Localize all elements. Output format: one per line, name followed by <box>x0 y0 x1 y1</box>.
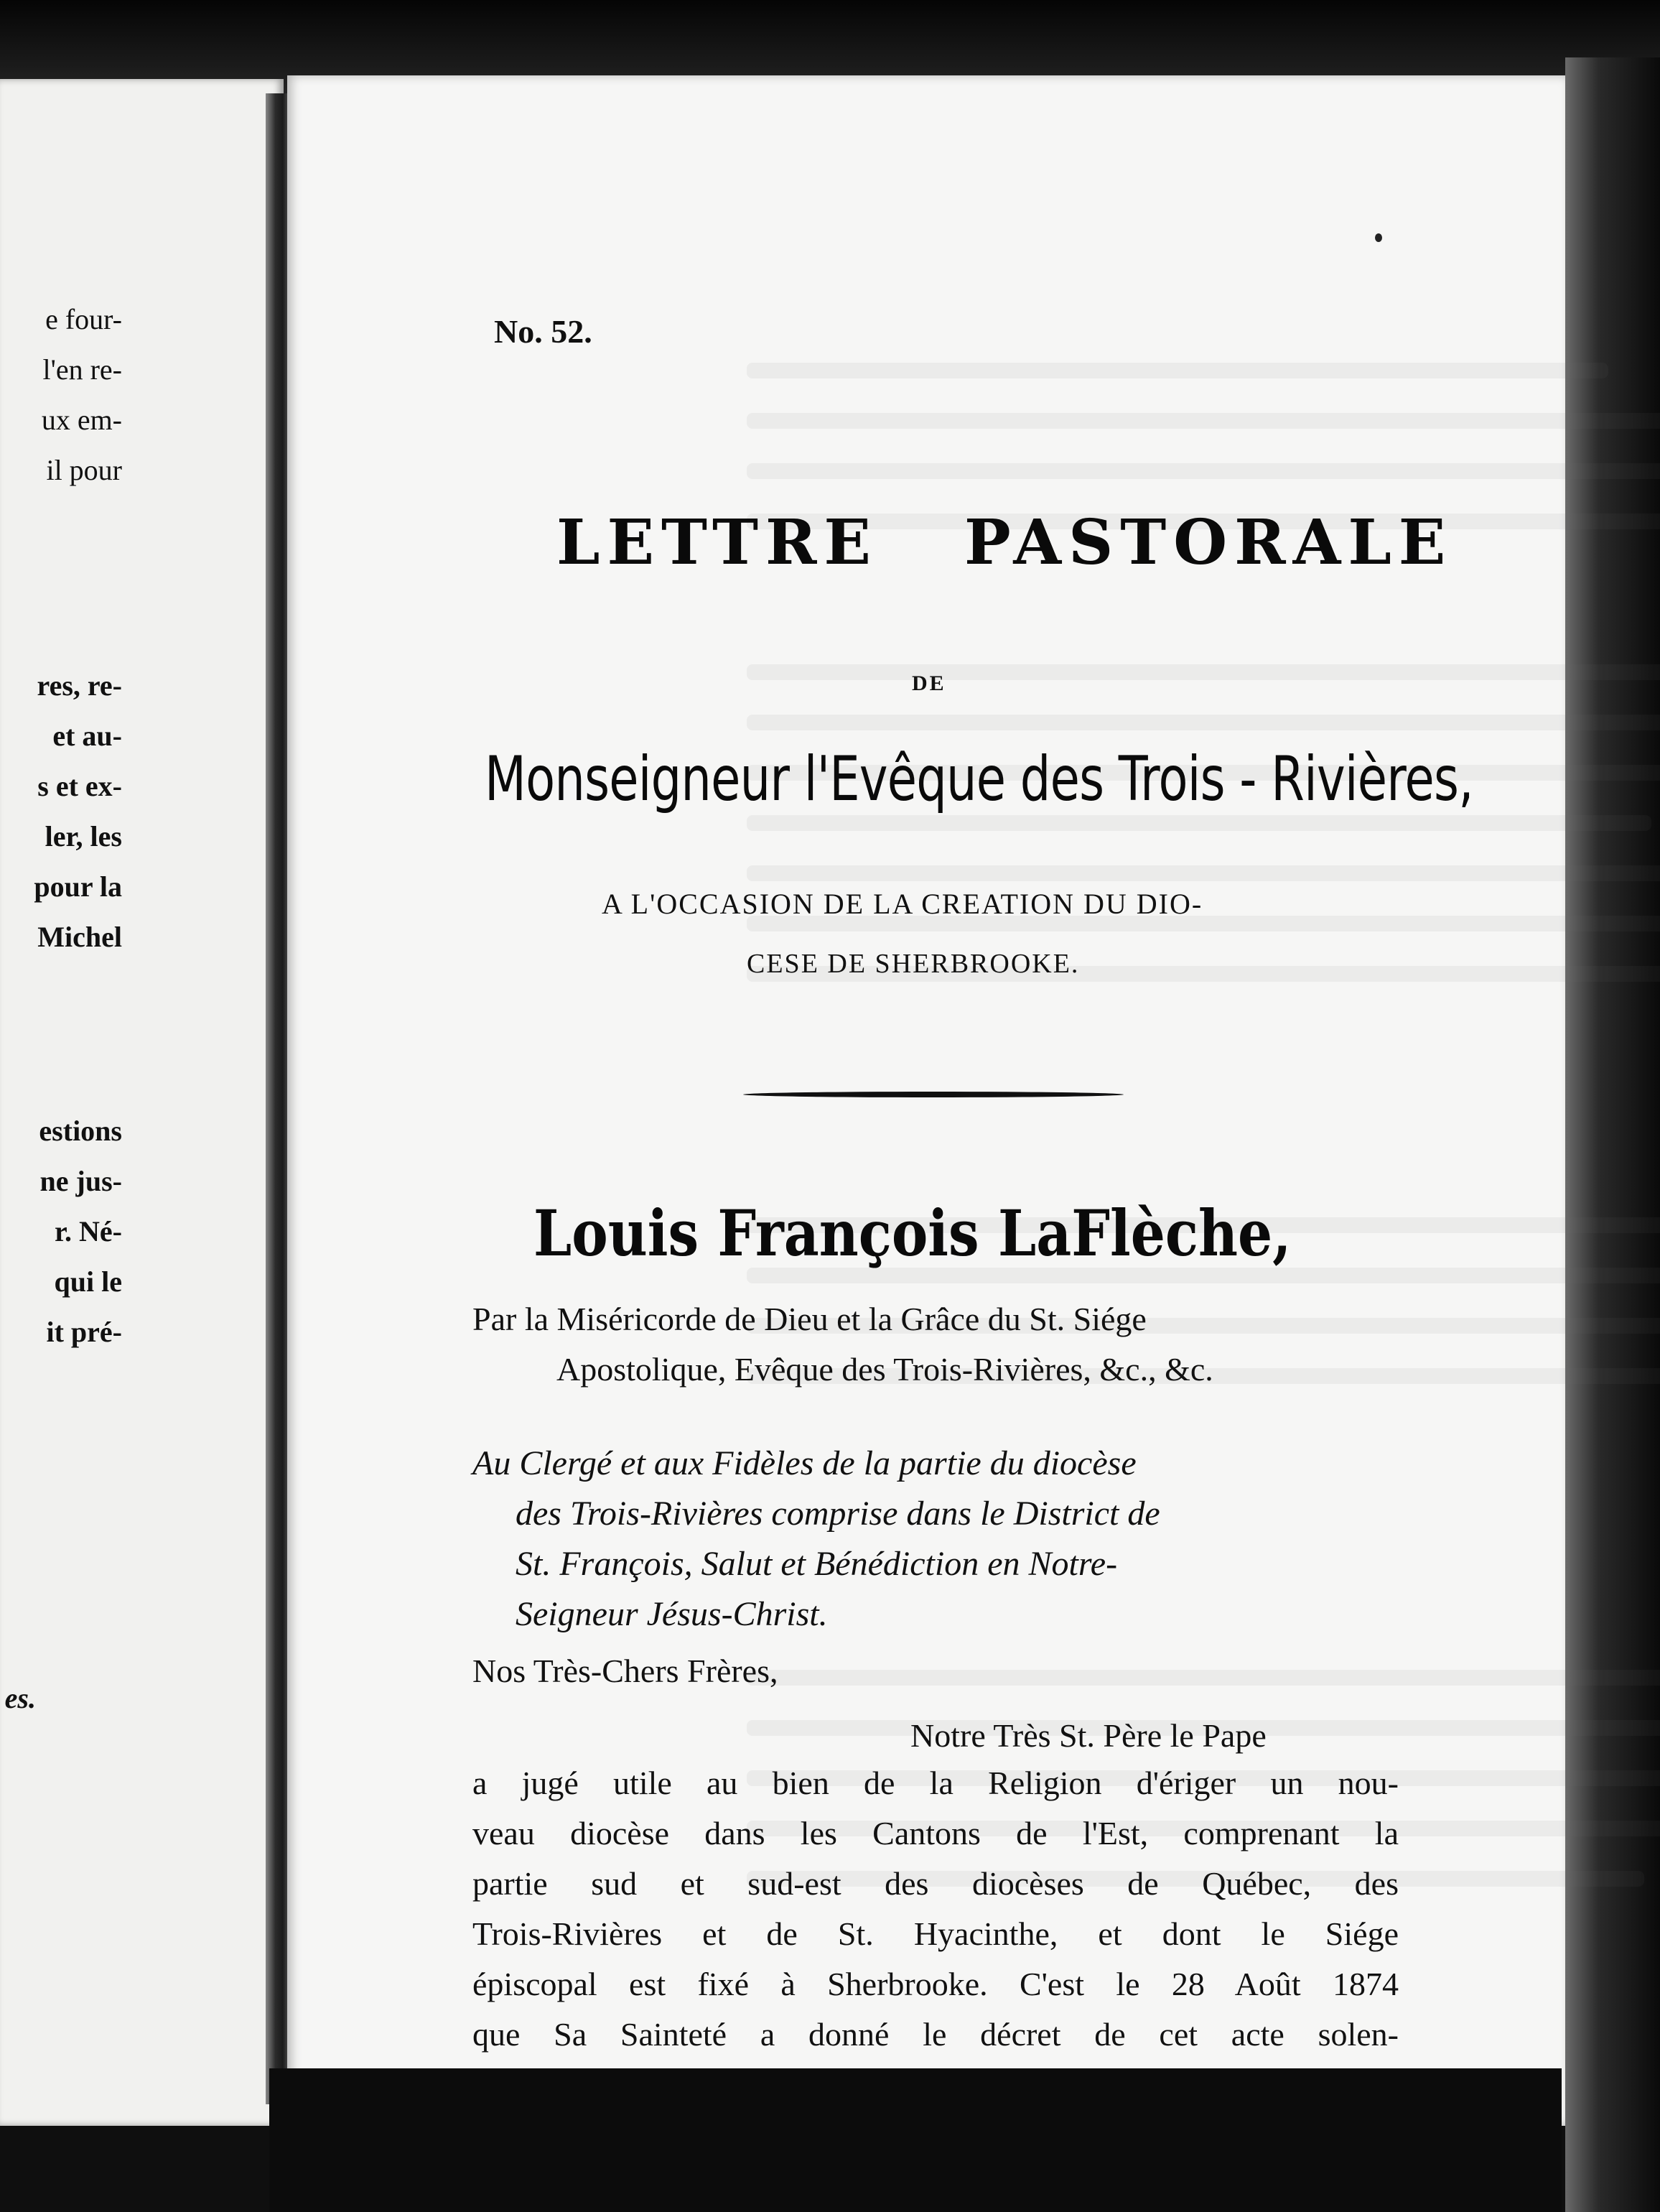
body-line: Notre Très St. Père le Pape <box>910 1717 1267 1754</box>
left-page-fragment: estions <box>39 1115 122 1147</box>
left-page-fragment: res, re- <box>37 669 122 702</box>
author-titles-line-2: Apostolique, Evêque des Trois-Rivières, &c., &c. <box>556 1351 1213 1388</box>
address-line-3: St. François, Salut et Bénédiction en Notre- <box>516 1545 1118 1583</box>
left-page-fragment: it pré- <box>46 1316 122 1348</box>
left-page-fragment: r. Né- <box>54 1215 122 1247</box>
address-line-1: Au Clergé et aux Fidèles de la partie du diocèse <box>472 1444 1137 1482</box>
left-page-fragment: ne jus- <box>39 1165 122 1197</box>
salutation: Nos Très-Chers Frères, <box>472 1653 778 1689</box>
body-line: veau diocèse dans les Cantons de l'Est, comprenant la <box>472 1815 1399 1851</box>
address-line-4: Seigneur Jésus-Christ. <box>516 1595 828 1633</box>
addressee-heading: Monseigneur l'Evêque des Trois - Rivières, <box>485 743 1473 815</box>
body-line: que Sa Sainteté a donné le décret de cet acte solen- <box>472 2016 1399 2053</box>
body-line: partie sud et sud-est des diocèses de Québec, des <box>472 1865 1399 1902</box>
author-titles-line-1: Par la Miséricorde de Dieu et la Grâce du St. Siége <box>472 1301 1147 1337</box>
left-page-fragment: ler, les <box>45 820 122 852</box>
address-line-2: des Trois-Rivières comprise dans le District de <box>516 1495 1160 1533</box>
page-title <box>556 506 1619 579</box>
left-page-fragment: Michel <box>37 921 122 953</box>
left-page-fragment: ux em- <box>41 404 122 436</box>
left-facing-page <box>0 79 284 2126</box>
document-number: No. 52. <box>494 313 592 350</box>
left-page-fragment: e four- <box>45 303 122 335</box>
body-line: épiscopal est fixé à Sherbrooke. C'est le 28 Août 1874 <box>472 1966 1399 2002</box>
scan-border-bottom <box>269 2068 1562 2212</box>
left-page-fragment: s et ex- <box>37 770 122 802</box>
occasion-line-1: A L'OCCASION DE LA CREATION DU DIO- <box>602 888 1203 920</box>
author-name: Louis François LaFlèche, <box>533 1196 1292 1270</box>
decorative-rule <box>743 1092 1124 1097</box>
left-page-fragment: es. <box>4 1682 36 1714</box>
title-word-lettre: LETTRE <box>556 506 878 579</box>
occasion-line-2: CESE DE SHERBROOKE. <box>747 949 1080 979</box>
left-page-fragment: et au- <box>52 720 122 752</box>
left-page-fragment: l'en re- <box>42 353 122 386</box>
ink-dot <box>1375 233 1382 242</box>
book-gutter <box>266 93 290 2104</box>
left-page-fragment: il pour <box>46 454 122 486</box>
left-page-fragment: pour la <box>34 870 122 903</box>
right-page <box>287 75 1565 2126</box>
title-word-pastorale: PASTORALE <box>964 506 1453 579</box>
title-de: DE <box>912 672 946 695</box>
left-page-fragment: qui le <box>54 1265 122 1298</box>
body-line: Trois-Rivières et de St. Hyacinthe, et dont le Siége <box>472 1915 1399 1952</box>
body-line: a jugé utile au bien de la Religion d'ériger un nou- <box>472 1765 1399 1801</box>
